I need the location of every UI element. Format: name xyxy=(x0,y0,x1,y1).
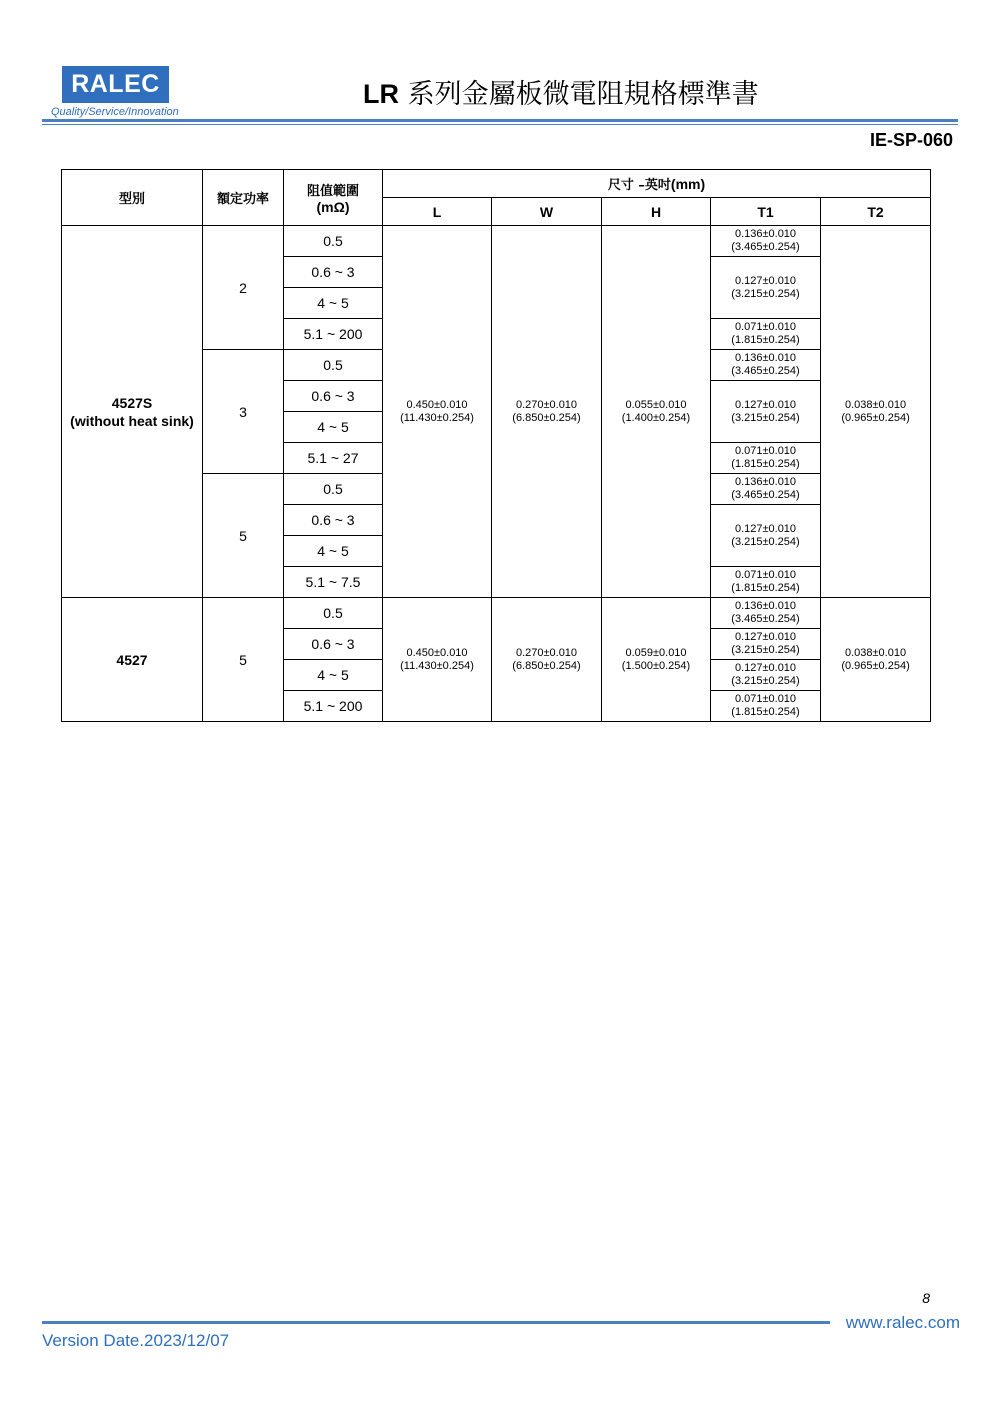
range-cell: 0.6 ~ 3 xyxy=(284,257,383,288)
dim-T1-cell xyxy=(711,257,821,319)
dim-T1-cell xyxy=(711,319,821,350)
dim-W-cell xyxy=(492,226,602,598)
website-link[interactable]: www.ralec.com xyxy=(845,1313,960,1332)
header-divider-thin xyxy=(42,124,958,125)
dim-H-cell xyxy=(602,598,711,722)
dim-L-cell xyxy=(383,598,492,722)
range-cell: 0.5 xyxy=(284,598,383,629)
dim-T1-inch: 0.136±0.010 xyxy=(734,228,797,240)
dim-L-inch: 0.450±0.010 xyxy=(406,646,468,659)
dim-T1-cell xyxy=(711,443,821,474)
header-dim-unit: (mm) xyxy=(670,176,706,192)
dim-T1-inch: 0.071±0.010 xyxy=(734,445,797,457)
dim-T1-inch: 0.071±0.010 xyxy=(734,321,797,333)
dim-T2-cell xyxy=(821,226,931,598)
dim-T1-inch: 0.127±0.010 xyxy=(734,398,797,411)
title-cjk: 系列金屬板微電阻規格標準書 xyxy=(399,79,759,110)
range-cell: 0.6 ~ 3 xyxy=(284,629,383,660)
range-cell: 4 ~ 5 xyxy=(284,412,383,443)
range-cell: 5.1 ~ 7.5 xyxy=(284,567,383,598)
dim-T1-cell xyxy=(711,567,821,598)
header-T1: T1 xyxy=(711,198,821,226)
dim-W-inch: 0.270±0.010 xyxy=(515,398,578,411)
dim-H-mm: (1.500±0.254) xyxy=(621,659,691,672)
version-date: Version Date.2023/12/07 xyxy=(42,1331,230,1350)
power-cell: 5 xyxy=(203,474,284,598)
dim-T1-inch: 0.127±0.010 xyxy=(734,274,797,287)
header-range-unit: (mΩ) xyxy=(316,199,350,215)
power-cell: 5 xyxy=(203,598,284,722)
dim-H-inch: 0.055±0.010 xyxy=(625,398,687,411)
logo-text: RALEC xyxy=(71,70,160,98)
dim-T2-inch: 0.038±0.010 xyxy=(844,398,907,411)
range-cell: 4 ~ 5 xyxy=(284,288,383,319)
header-dim-label: 尺寸 –英吋 xyxy=(607,178,671,193)
dim-T1-inch: 0.127±0.010 xyxy=(734,522,797,535)
dim-H-cell xyxy=(602,226,711,598)
header-rated-power xyxy=(203,170,284,226)
page-number: 8 xyxy=(922,1290,930,1306)
table-header-row xyxy=(62,170,931,198)
model-name: 4527S xyxy=(111,394,153,411)
dim-T1-inch: 0.071±0.010 xyxy=(734,569,797,581)
header-dimensions xyxy=(383,170,931,198)
dim-L-inch: 0.450±0.010 xyxy=(406,398,468,411)
dim-T1-mm: (3.465±0.254) xyxy=(731,489,800,501)
dim-T1-mm: (3.465±0.254) xyxy=(731,613,800,625)
dim-T1-mm: (1.815±0.254) xyxy=(731,582,800,594)
range-cell: 0.5 xyxy=(284,350,383,381)
header-L: L xyxy=(383,198,492,226)
dim-W-mm: (6.850±0.254) xyxy=(512,411,581,424)
dim-T1-inch: 0.136±0.010 xyxy=(734,352,797,364)
dim-T1-cell xyxy=(711,226,821,257)
dim-H-mm: (1.400±0.254) xyxy=(621,411,691,424)
dim-T2-mm: (0.965±0.254) xyxy=(841,411,910,424)
company-tagline: Quality/Service/Innovation xyxy=(51,106,179,118)
dim-T1-mm: (1.815±0.254) xyxy=(731,458,800,470)
dim-T1-cell xyxy=(711,691,821,722)
title-prefix: LR xyxy=(363,79,399,109)
footer-divider xyxy=(42,1321,830,1324)
dim-T1-mm: (3.215±0.254) xyxy=(731,535,800,548)
range-cell: 5.1 ~ 200 xyxy=(284,319,383,350)
dim-T1-cell xyxy=(711,381,821,443)
dim-L-cell xyxy=(383,226,492,598)
company-logo xyxy=(62,66,169,103)
power-cell: 2 xyxy=(203,226,284,350)
dim-L-mm: (11.430±0.254) xyxy=(400,411,474,424)
range-cell: 5.1 ~ 27 xyxy=(284,443,383,474)
dim-H-inch: 0.059±0.010 xyxy=(625,646,687,659)
dim-T1-inch: 0.127±0.010 xyxy=(734,662,797,674)
dim-T2-cell xyxy=(821,598,931,722)
dim-T1-cell xyxy=(711,505,821,567)
dim-T1-inch: 0.071±0.010 xyxy=(734,693,797,705)
header-power-label: 額定功率 xyxy=(216,192,269,207)
dim-T1-mm: (3.215±0.254) xyxy=(731,675,800,687)
header-divider xyxy=(42,119,958,122)
range-cell: 0.6 ~ 3 xyxy=(284,381,383,412)
dim-T1-cell xyxy=(711,474,821,505)
table-row xyxy=(62,226,931,257)
range-cell: 0.5 xyxy=(284,474,383,505)
model-note: (without heat sink) xyxy=(70,412,194,429)
header-resistance-range xyxy=(284,170,383,226)
dim-W-mm: (6.850±0.254) xyxy=(512,659,581,672)
dim-L-mm: (11.430±0.254) xyxy=(400,659,474,672)
document-number: IE-SP-060 xyxy=(869,130,953,150)
dim-W-inch: 0.270±0.010 xyxy=(515,646,578,659)
dim-T1-cell xyxy=(711,598,821,629)
range-cell: 5.1 ~ 200 xyxy=(284,691,383,722)
dim-T1-mm: (1.815±0.254) xyxy=(731,334,800,346)
dim-T1-mm: (3.215±0.254) xyxy=(731,644,800,656)
header-range-label: 阻值範圍 xyxy=(306,184,359,199)
dim-T1-cell xyxy=(711,660,821,691)
dim-T1-cell xyxy=(711,629,821,660)
range-cell: 0.6 ~ 3 xyxy=(284,505,383,536)
model-cell xyxy=(62,226,203,598)
table-row xyxy=(62,598,931,629)
power-cell: 3 xyxy=(203,350,284,474)
dim-T2-mm: (0.965±0.254) xyxy=(841,659,910,672)
dim-T1-mm: (3.465±0.254) xyxy=(731,365,800,377)
dim-T1-inch: 0.136±0.010 xyxy=(734,476,797,488)
range-cell: 0.5 xyxy=(284,226,383,257)
document-title xyxy=(363,72,759,111)
header-W: W xyxy=(492,198,602,226)
dim-T1-mm: (1.815±0.254) xyxy=(731,706,800,718)
dimension-spec-table xyxy=(61,169,931,722)
range-cell: 4 ~ 5 xyxy=(284,536,383,567)
header-H: H xyxy=(602,198,711,226)
range-cell: 4 ~ 5 xyxy=(284,660,383,691)
dim-T1-mm: (3.215±0.254) xyxy=(731,411,800,424)
dim-T1-mm: (3.465±0.254) xyxy=(731,241,800,253)
dim-T1-mm: (3.215±0.254) xyxy=(731,287,800,300)
header-model xyxy=(62,170,203,226)
header-T2: T2 xyxy=(821,198,931,226)
dim-T1-cell xyxy=(711,350,821,381)
dim-T1-inch: 0.127±0.010 xyxy=(734,631,797,643)
dim-T1-inch: 0.136±0.010 xyxy=(734,600,797,612)
header-model-label: 型別 xyxy=(118,192,145,207)
dim-W-cell xyxy=(492,598,602,722)
model-cell: 4527 xyxy=(62,598,203,722)
dim-T2-inch: 0.038±0.010 xyxy=(844,646,907,659)
